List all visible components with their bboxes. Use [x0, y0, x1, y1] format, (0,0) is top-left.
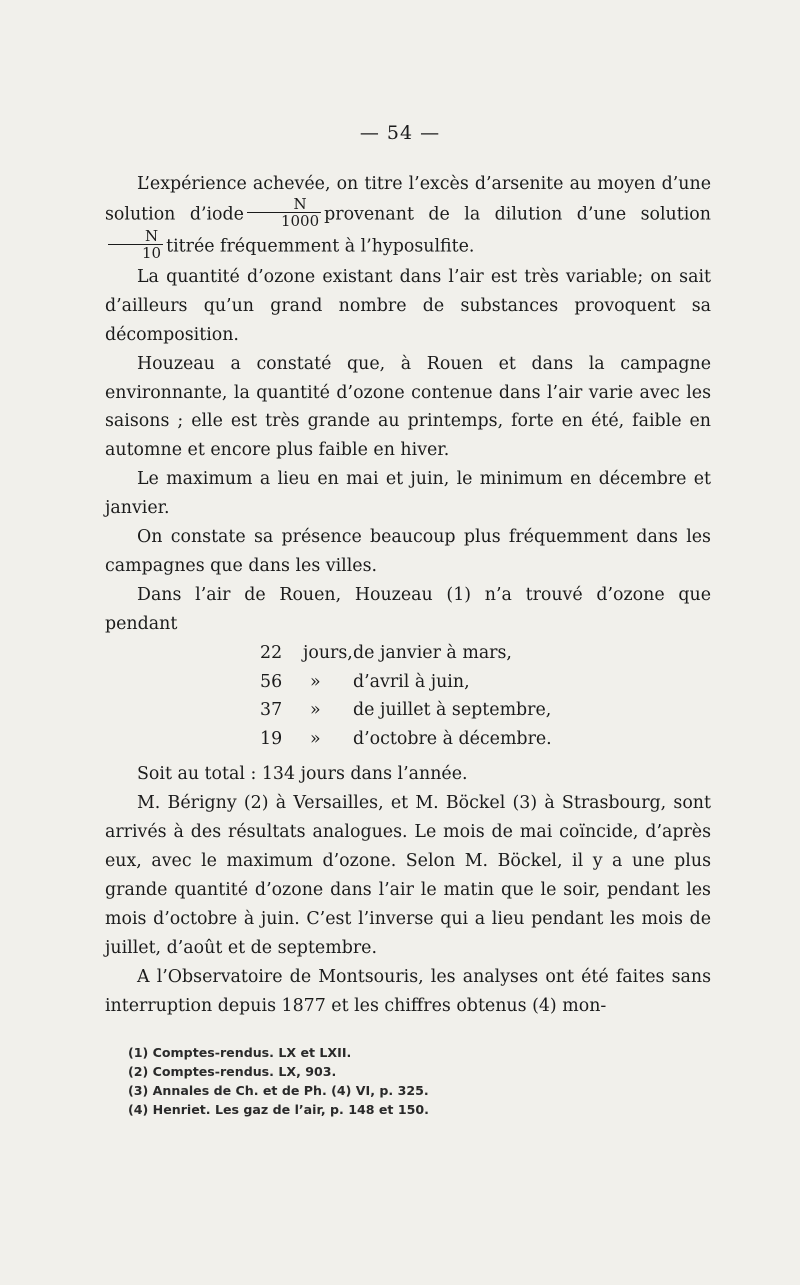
ozone-days-row [105, 725, 711, 754]
ozone-days-row [105, 696, 711, 725]
paragraph-houzeau-seasons: Houzeau a constaté que, à Rouen et dans la campagne environnante, la quantité d’ozone contenue dans l’air varie avec les saisons ; elle est très grande au printemps, forte en été, faible en automne et encore plus faible en hiver. [105, 353, 711, 461]
days-unit-ditto: » [310, 729, 321, 750]
fraction-n-1000 [247, 194, 321, 230]
body-text [105, 170, 711, 1020]
paragraph-total: Soit au total : 134 jours dans l’année. [137, 764, 468, 785]
days-period: de janvier à mars, [353, 642, 512, 663]
titration-text-1: L’expérience achevée, on titre l’excès d’arsenite au moyen d’une solution d’iode [105, 174, 711, 225]
footnote: (1) Comptes-rendus. LX et LXII. [128, 1045, 352, 1060]
days-count: 56 [260, 671, 283, 692]
footnotes [128, 1043, 688, 1119]
paragraph-berigny-bockel: M. Bérigny (2) à Versailles, et M. Böckel (3) à Strasbourg, sont arrivés à des résultats analogues. Le mois de mai coïncide, d’après eux, avec le maximum d’ozone. Selon M. Böckel, il y a une plus grande quantité d’ozone dans l’air le matin que le soir, pendant les mois d’octobre à juin. C’est l’inverse qui a lieu pendant les mois de juillet, d’août et de septembre. [105, 793, 711, 958]
titration-text-3: titrée fréquemment à l’hyposulfite. [166, 236, 475, 257]
fraction-n-10 [108, 226, 163, 262]
footnote: (2) Comptes-rendus. LX, 903. [128, 1064, 337, 1079]
paragraph-montsouris: A l’Observatoire de Montsouris, les analyses ont été faites sans interruption depuis 1877 et les chiffres obtenus (4) mon- [105, 966, 711, 1016]
days-count: 37 [260, 700, 283, 721]
days-unit-ditto: » [310, 671, 321, 692]
paragraph-campagnes: On constate sa présence beaucoup plus fréquemment dans les campagnes que dans les villes. [105, 527, 711, 576]
footnote: (3) Annales de Ch. et de Ph. (4) VI, p. 325. [128, 1083, 429, 1098]
ozone-days-list [105, 639, 711, 755]
fraction-numerator: N [293, 194, 307, 213]
paragraph-maximum-minimum: Le maximum a lieu en mai et juin, le minimum en décembre et janvier. [105, 469, 711, 519]
fraction-denominator: 10 [108, 244, 163, 261]
days-unit-ditto: » [310, 700, 321, 721]
paragraph-ozone-variable: La quantité d’ozone existant dans l’air est très variable; on sait d’ailleurs qu’un grand nombre de substances provoquent sa décomposition. [105, 266, 711, 345]
days-period: de juillet à septembre, [353, 700, 552, 721]
titration-text-2: provenant de la dilution d’une solution [324, 204, 711, 225]
fraction-denominator: 1000 [247, 212, 321, 229]
days-period: d’avril à juin, [353, 671, 470, 692]
fraction-numerator: N [144, 226, 159, 245]
footnote: (4) Henriet. Les gaz de l’air, p. 148 et 150. [128, 1102, 429, 1117]
days-unit: jours, [303, 642, 353, 663]
paragraph-titration [105, 170, 711, 263]
ozone-days-row [105, 639, 711, 668]
ozone-days-row [105, 668, 711, 697]
days-period: d’octobre à décembre. [353, 729, 552, 750]
days-count: 19 [260, 729, 283, 750]
days-count: 22 [260, 642, 283, 663]
paragraph-rouen: Dans l’air de Rouen, Houzeau (1) n’a trouvé d’ozone que pendant [105, 584, 711, 634]
page-number: — 54 — [359, 122, 441, 144]
